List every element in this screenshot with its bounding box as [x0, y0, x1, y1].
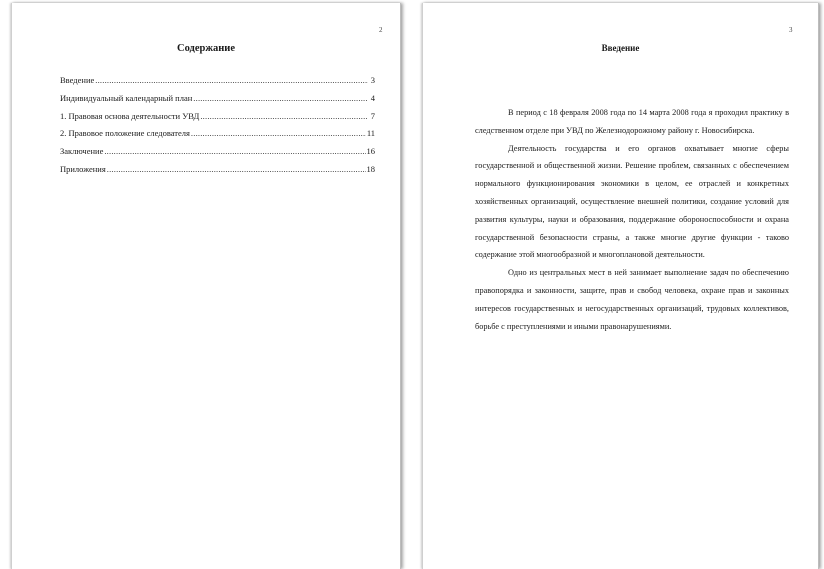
toc-entry-intro[interactable]: [60, 75, 375, 93]
introduction-title: Введение: [601, 43, 640, 53]
toc-entry-plan[interactable]: [60, 93, 375, 111]
toc-leader-dots: [193, 93, 368, 104]
toc-entry-page: 11: [366, 128, 375, 139]
page-number: 2: [379, 26, 383, 34]
page-number: 3: [789, 26, 793, 34]
toc-entry-label: Приложения: [60, 163, 106, 174]
toc-entry-label: 2. Правовое положение следователя: [60, 128, 190, 139]
toc-entry-page: 16: [366, 146, 375, 157]
toc-entry-page: 18: [366, 163, 375, 174]
toc-entry-chapter-2[interactable]: [60, 128, 375, 146]
toc-entry-chapter-1[interactable]: [60, 111, 375, 129]
body-paragraph: Деятельность государства и его органов охватывает многие сферы государственной и общественной жизни. Решение проблем, связанных с обеспечением нормального функционирования экономики в целом, ее отраслей и конкретных хозяйственных организаций, осуществление внешней политики, создание условий для развития культуры, науки и образования, поддержание обороноспособности и охрана государственной безопасности страны, а также многие другие функции - таково содержание этой многообразной и многоплановой деятельности.: [475, 143, 789, 260]
toc-entry-label: 1. Правовая основа деятельности УВД: [60, 110, 200, 121]
toc-entry-page: 3: [370, 75, 375, 85]
toc-entry-page: 7: [370, 110, 375, 121]
introduction-body: [475, 104, 789, 335]
toc-leader-dots: [107, 164, 366, 175]
contents-title: Содержание: [177, 43, 235, 54]
body-paragraph: В период с 18 февраля 2008 года по 14 марта 2008 года я проходил практику в следственном отделе при УВД по Железнодорожному району г. Новосибирска.: [475, 108, 789, 135]
toc-entry-label: Введение: [60, 75, 95, 85]
toc-entry-conclusion[interactable]: [60, 146, 375, 164]
body-paragraph: Одно из центральных мест в ней занимает выполнение задач по обеспечению правопорядка и законности, защите, прав и свобод человека, охране прав и законных интересов государственных и негосударственных организаций, трудовых коллективов, борьбе с преступлениями и иными правонарушениями.: [475, 268, 789, 331]
toc-leader-dots: [104, 146, 365, 157]
toc-entry-label: Индивидуальный календарный план: [60, 92, 193, 103]
document-page-contents: [11, 3, 401, 569]
toc-entry-appendices[interactable]: [60, 164, 375, 182]
toc-leader-dots: [200, 111, 368, 122]
toc-entry-label: Заключение: [60, 146, 104, 157]
toc-leader-dots: [95, 75, 368, 86]
table-of-contents: [60, 75, 375, 182]
toc-entry-page: 4: [370, 92, 375, 103]
toc-leader-dots: [191, 128, 366, 139]
document-page-introduction: [422, 3, 819, 569]
